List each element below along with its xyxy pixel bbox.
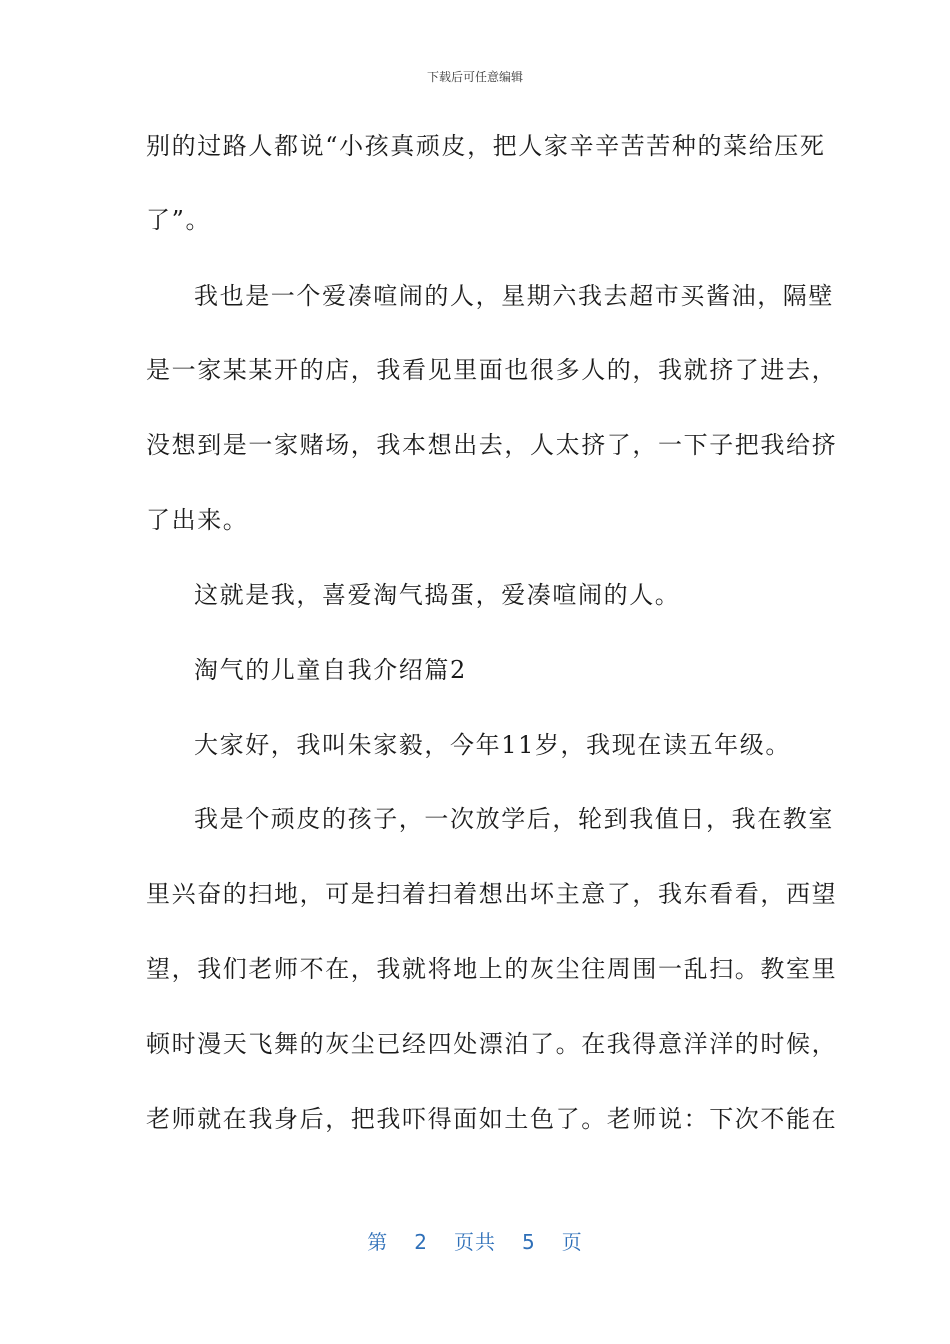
text-line: 老师就在我身后，把我吓得面如土色了。老师说：下次不能在 xyxy=(146,1105,838,1133)
text-line: 是一家某某开的店，我看见里面也很多人的，我就挤了进去， xyxy=(146,356,838,384)
text-line: 大家好，我叫朱家毅，今年11岁，我现在读五年级。 xyxy=(194,731,791,759)
section-heading: 淘气的儿童自我介绍篇2 xyxy=(194,656,467,684)
text-line: 顿时漫天飞舞的灰尘已经四处漂泊了。在我得意洋洋的时候， xyxy=(146,1030,838,1058)
text-line: 望，我们老师不在，我就将地上的灰尘往周围一乱扫。教室里 xyxy=(146,955,838,983)
text-line: 里兴奋的扫地，可是扫着扫着想出坏主意了，我东看看，西望 xyxy=(146,880,838,908)
text-line: 了出来。 xyxy=(146,506,249,534)
text-line: 别的过路人都说“小孩真顽皮，把人家辛辛苦苦种的菜给压死 xyxy=(146,132,826,160)
text-line: 了”。 xyxy=(146,206,212,234)
text-line: 我是个顽皮的孩子，一次放学后，轮到我值日，我在教室 xyxy=(194,805,834,833)
text-line: 没想到是一家赌场，我本想出去，人太挤了，一下子把我给挤 xyxy=(146,431,838,459)
text-line: 我也是一个爱凑喧闹的人，星期六我去超市买酱油，隔壁 xyxy=(194,282,834,310)
footer-suffix: 页 xyxy=(561,1230,583,1254)
page-footer xyxy=(0,1226,950,1255)
text-line: 这就是我，喜爱淘气捣蛋，爱凑喧闹的人。 xyxy=(194,581,681,609)
current-page-number: 2 xyxy=(414,1230,428,1254)
total-pages: 5 xyxy=(522,1230,536,1254)
footer-middle: 页共 xyxy=(454,1230,496,1254)
page-header: 下载后可任意编辑 xyxy=(426,70,523,84)
footer-prefix: 第 xyxy=(367,1230,389,1254)
